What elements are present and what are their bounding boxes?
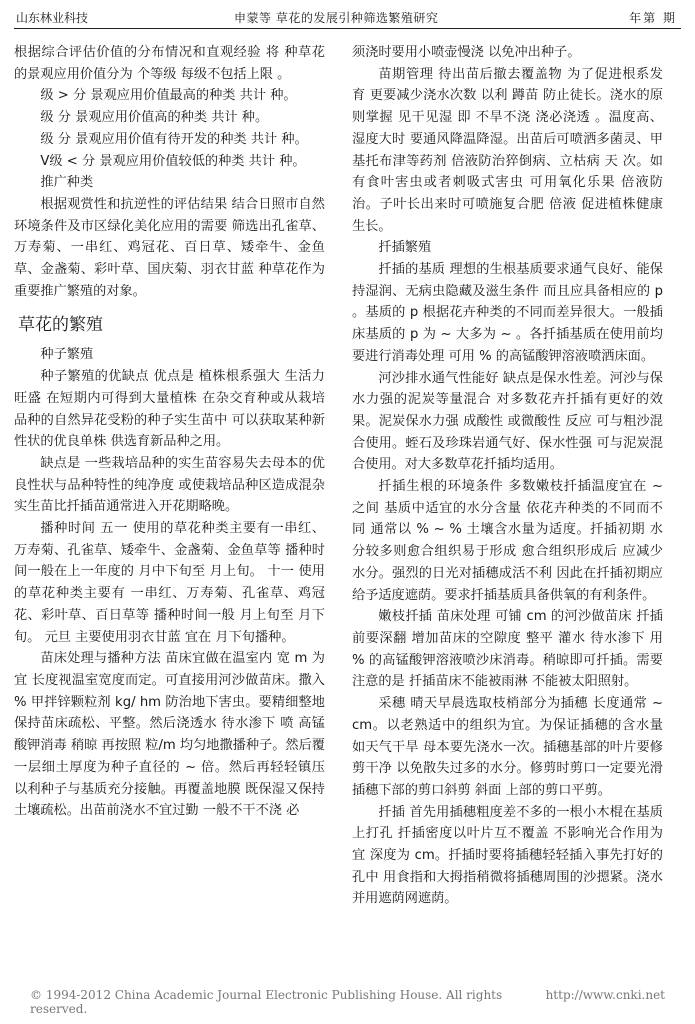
paragraph: 种子繁殖的优缺点 优点是 植株根系强大 生活力旺盛 在短期内可得到大量植株 在杂交育种或从栽培品种的自然异花受粉的种子实生苗中 可以获取某种新性状的优良单株 供选育新品种之用。 (14, 369, 325, 450)
paragraph: 播种时间 五一 使用的草花种类主要有一串红、万寿菊、孔雀草、矮牵牛、金盏菊、金鱼草等 播种时间一般在上一年度的 月中下旬至 月上旬。 十一 使用的草花种类主要有 一串红、万寿菊、孔雀草、鸡冠花、彩叶草、百日草等 播种时间一般 月上旬至 月下旬。 元旦 主要使用羽衣甘蓝 宜在 月下旬播种。 (14, 521, 325, 645)
right-column (352, 42, 663, 910)
section-heading: 草花的繁殖 (18, 315, 103, 336)
journal-name: 山东林业科技 (16, 11, 89, 25)
grade-2: 级 分 景观应用价值高的种类 共计 种。 (40, 110, 269, 126)
paragraph: 扦插的基质 理想的生根基质要求通气良好、能保持湿润、无病虫隐藏及滋生条件 而且应具备相应的 p 。基质的 p 根据花卉种类的不同而差异很大。一般插床基质的 p 为 ~ 大多为 ~ 。各扦插基质在使用前均要进行消毒处理 可用 % 的高锰酸钾溶液喷洒床面。 (352, 262, 663, 364)
issue-label: 年第 期 (629, 11, 677, 25)
paragraph: 扦插生根的环境条件 多数嫩枝扦插温度宜在 ~ 之间 基质中适宜的水分含量 依花卉种类的不同而不同 通常以 % ~ % 土壤含水量为适度。扦插初期 水分较多则愈合组织易于形成 愈合组织形成后 应减少水分。强烈的日光对插穗成活不利 因此在扦插初期应给予适度遮荫。要求扦插基质具备供氧的有利条件。 (352, 479, 663, 603)
paragraph: 嫩枝扦插 苗床处理 可铺 cm 的河沙做苗床 扦插前要深翻 增加苗床的空隙度 整平 灌水 待水渗下 用 % 的高锰酸钾溶液喷沙床消毒。稍晾即可扦插。需要注意的是 扦插苗床不能被雨淋 不能被太阳照射。 (352, 609, 663, 690)
grade-1: 级 > 分 景观应用价值最高的种类 共计 种。 (40, 88, 297, 104)
paragraph: 须浇时要用小喷壶慢浇 以免冲出种子。 (352, 45, 581, 60)
subheading-promotion: 推广种类 (40, 175, 94, 191)
left-column (14, 42, 325, 822)
running-title: 申蒙等 草花的发展引种筛选繁殖研究 (234, 11, 439, 25)
grade-4: Ⅴ级 < 分 景观应用价值较低的种类 共计 种。 (40, 153, 306, 169)
paragraph: 苗期管理 待出苗后撤去覆盖物 为了促进根系发育 更要减少浇水次数 以利 蹲苗 防止徒长。浇水的原则掌握 见干见湿 即 不旱不浇 浇必浇透 。温度高、湿度大时 要通风降温降湿。出苗后可喷洒多菌灵、甲基托布津等药剂 倍液防治猝倒病、立枯病 天 次。如有食叶害虫或者刺吸式害虫 可用氧化乐果 倍液防治。子叶长出来时可喷施复合肥 倍液 促进植株健康生长。 (352, 66, 663, 234)
paragraph: 根据观赏性和抗逆性的评估结果 结合日照市自然环境条件及市区绿化美化应用的需要 筛选出孔雀草、万寿菊、一串红、鸡冠花、百日草、矮牵牛、金鱼草、金盏菊、彩叶草、国庆菊、羽衣甘蓝 种草花作为重要推广繁殖的对象。 (14, 196, 325, 299)
subheading-cutting: 扦插繁殖 (378, 240, 432, 256)
page-header (14, 8, 681, 29)
paragraph: 扦插 首先用插穗粗度差不多的一根小木棍在基质上打孔 扦插密度以叶片互不覆盖 不影响光合作用为宜 深度为 cm。扦插时要将插穗轻轻插入事先打好的孔中 用食指和大拇指稍微将插穗周围的沙摁紧。浇水 并用遮荫网遮荫。 (352, 804, 663, 907)
grade-3: 级 分 景观应用价值有待开发的种类 共计 种。 (40, 131, 308, 147)
paragraph: 采穗 晴天早晨选取枝梢部分为插穗 长度通常 ~ cm。以老熟适中的组织为宜。为保证插穗的含水量 如天气干旱 母本要先浇水一次。插穗基部的叶片要修剪干净 以免散失过多的水分。修剪时剪口一定要光滑 插穗下部的剪口斜剪 斜面 上部的剪口平剪。 (352, 696, 663, 798)
paragraph: 河沙排水通气性能好 缺点是保水性差。河沙与保水力强的泥炭等量混合 对多数花卉扦插有更好的效果。泥炭保水力强 成酸性 或微酸性 反应 可与粗沙混合使用。蛭石及珍珠岩通气好、保水性强 可与泥炭混合使用。对大多数草花扦插均适用。 (352, 370, 663, 473)
subheading-seed: 种子繁殖 (40, 347, 94, 363)
copyright-text: © 1994-2012 China Academic Journal Electronic Publishing House. All rights reserved. (30, 988, 503, 1016)
footer-url[interactable]: http://www.cnki.net (545, 988, 665, 1002)
paragraph: 缺点是 一些栽培品种的实生苗容易失去母本的优良性状与品种特性的纯净度 或使栽培品种区造成混杂 实生苗比扦插苗通常进入开花期略晚。 (14, 455, 325, 515)
page-footer (30, 988, 665, 1016)
paragraph: 根据综合评估价值的分布情况和直观经验 将 种草花的景观应用价值分为 个等级 每级不包括上限 。 (14, 45, 325, 82)
paragraph: 苗床处理与播种方法 苗床宜做在温室内 宽 m 为宜 长度视温室宽度而定。可直接用河沙做苗床。撒入 % 甲拌锌颗粒剂 kg/ hm 防治地下害虫。要精细整地 保持苗床疏松、平整。然后浇透水 待水渗下 喷 高锰酸钾消毒 稍晾 再按照 粒/m 均匀地撒播种子。然后覆一层细土厚度为种子直径的 ~ 倍。然后再轻轻镇压 以利种子与基质充分接触。再覆盖地膜 既保湿又保持土壤疏松。出苗前浇水不宜过勤 一般不干不浇 必 (14, 651, 325, 819)
